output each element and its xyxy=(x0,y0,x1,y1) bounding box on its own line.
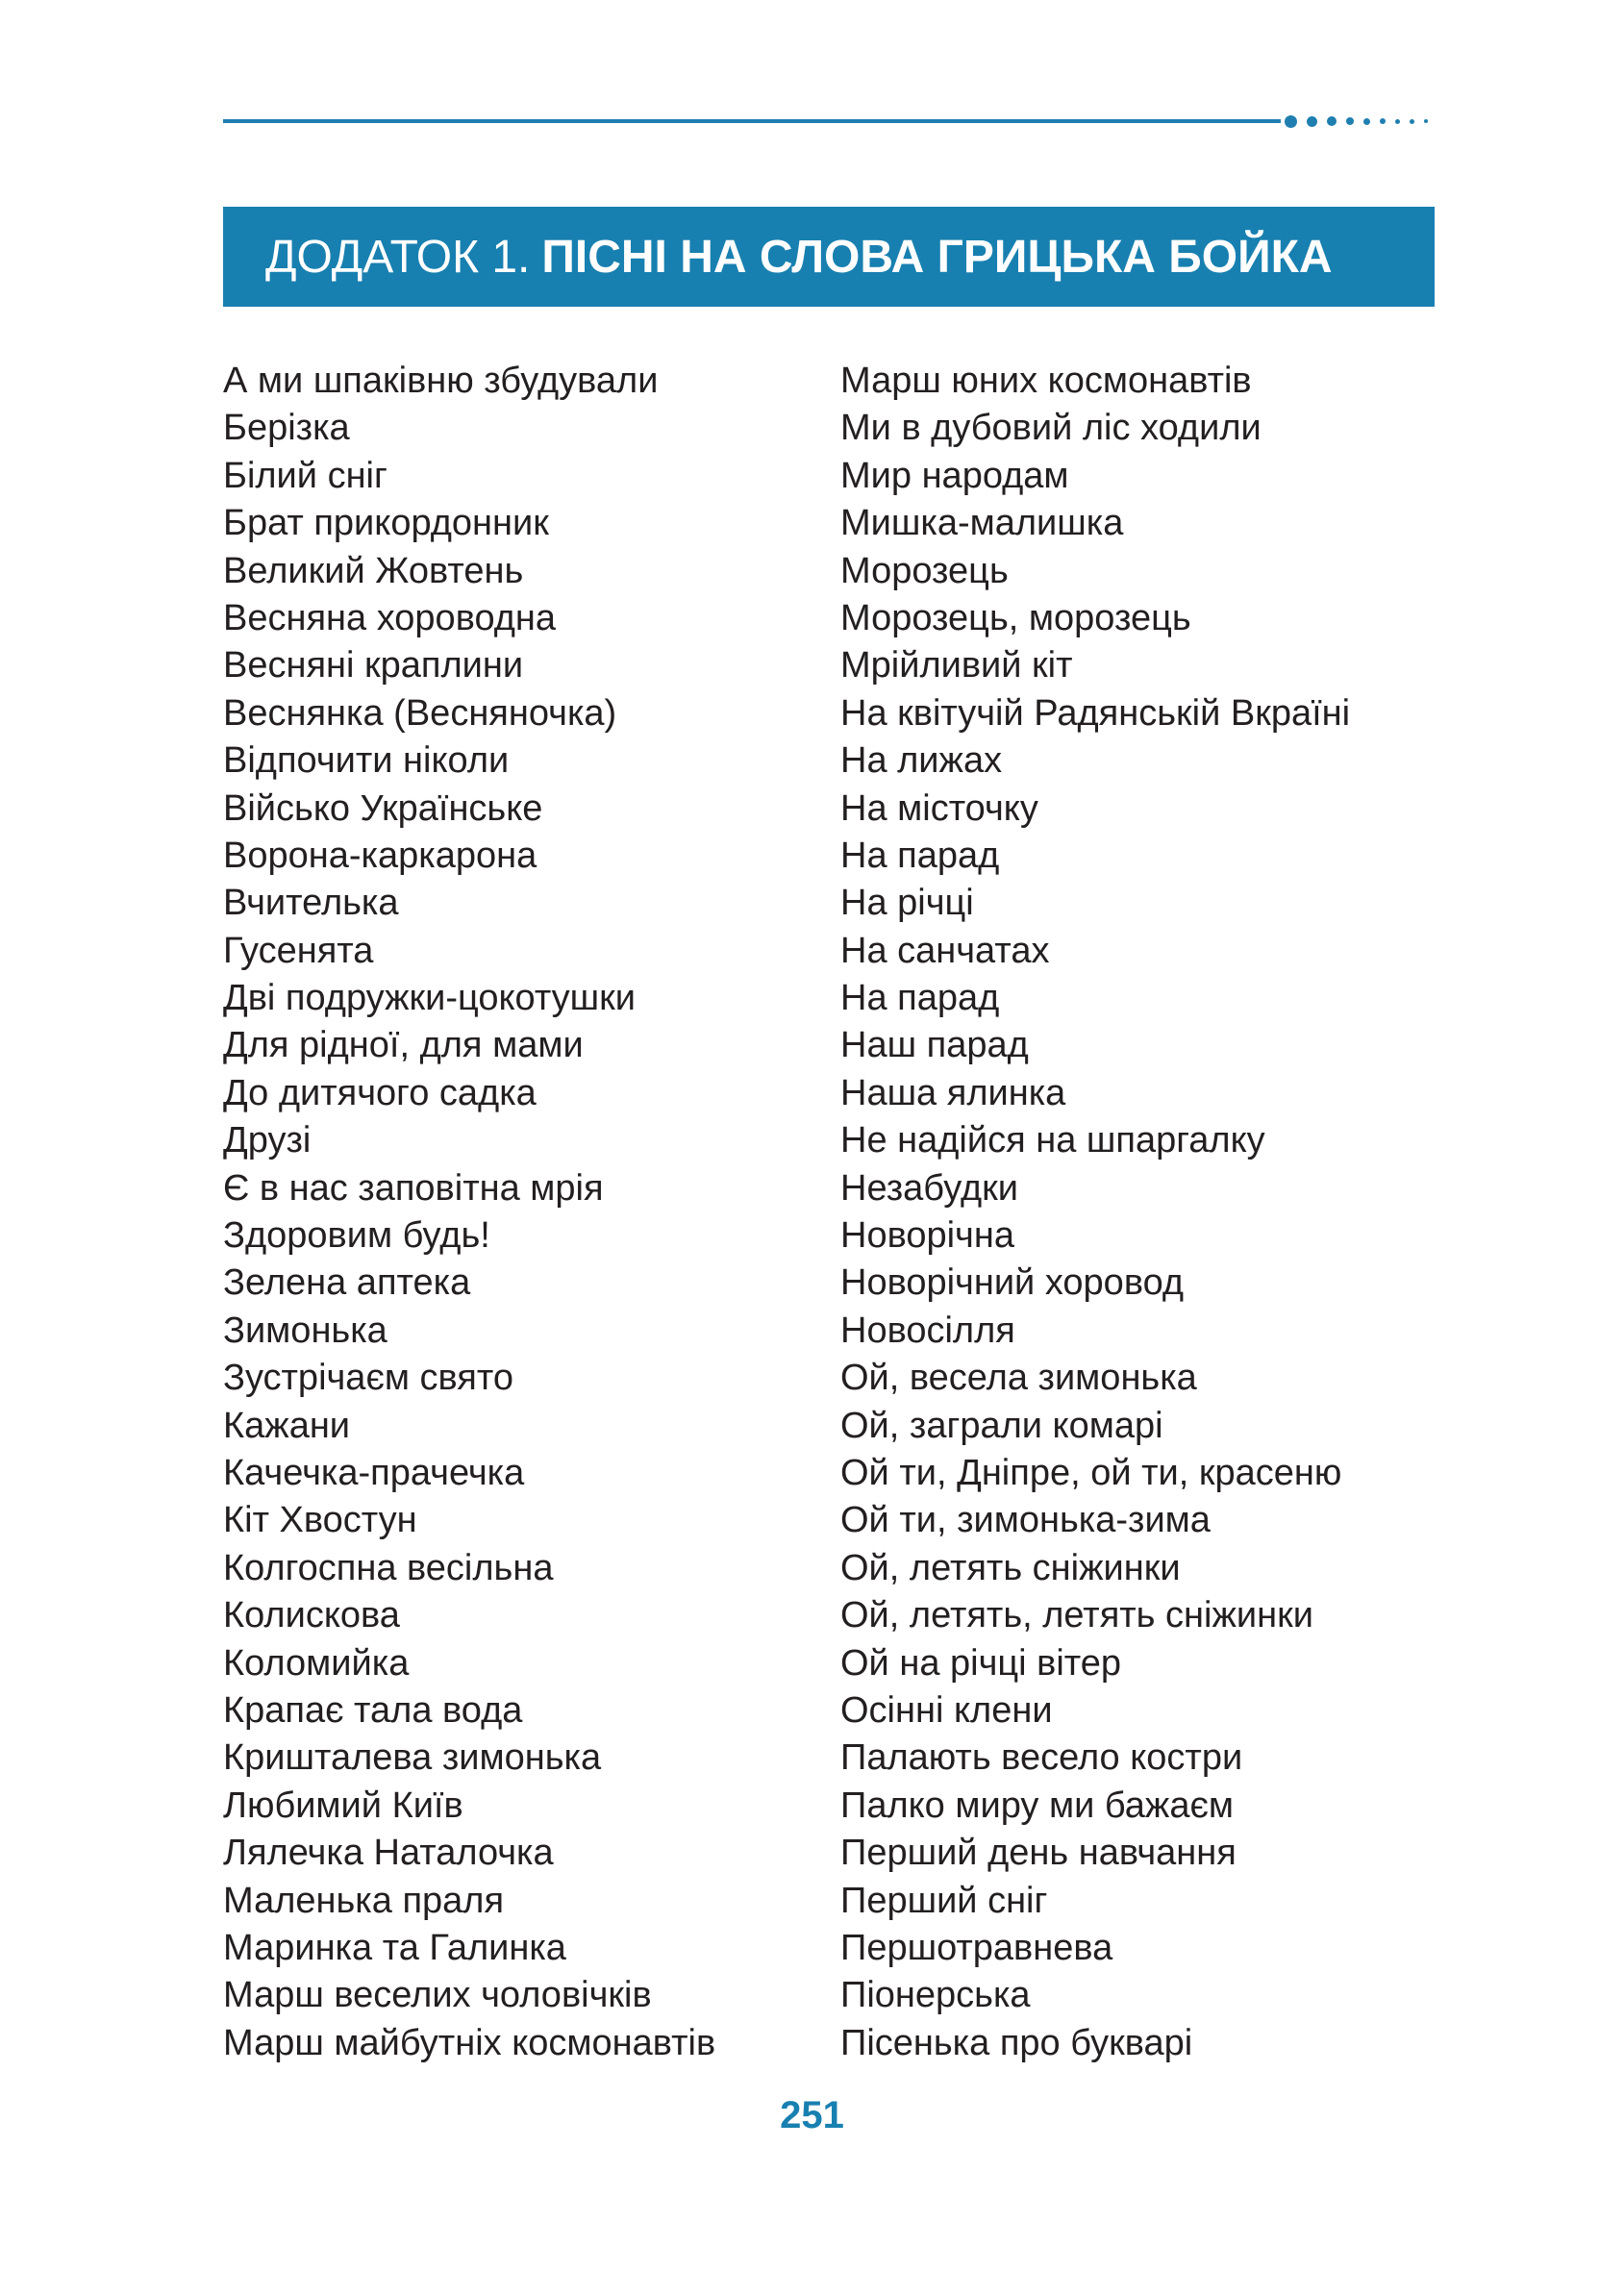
list-item: До дитячого садка xyxy=(223,1072,537,1113)
list-item: На санчатах xyxy=(840,930,1050,971)
list-item: Новорічна xyxy=(840,1215,1014,1257)
list-item: Першотравнева xyxy=(840,1927,1113,1968)
list-item: Колгоспна весільна xyxy=(223,1547,554,1588)
list-item: На місточку xyxy=(840,787,1038,829)
list-item: На лижах xyxy=(840,740,1003,782)
list-item: Вчителька xyxy=(223,883,399,924)
list-item: Весняні краплини xyxy=(223,645,524,687)
list-item: Наша ялинка xyxy=(840,1072,1066,1113)
list-item: Любимий Київ xyxy=(223,1785,463,1826)
list-item: Морозець xyxy=(840,550,1009,591)
list-item: Берізка xyxy=(223,408,350,449)
top-decorative-rule xyxy=(223,119,1281,123)
list-item: Здоровим будь! xyxy=(223,1215,490,1257)
list-item: Мрійливий кіт xyxy=(840,645,1073,687)
list-item: Колискова xyxy=(223,1595,400,1636)
list-item: Військо Українське xyxy=(223,787,543,829)
list-item: На парад xyxy=(840,978,1000,1019)
list-item: Піонерська xyxy=(840,1975,1031,2016)
list-item: Марш майбутніх космонавтів xyxy=(223,2022,716,2063)
list-item: Великий Жовтень xyxy=(223,550,524,591)
list-item: Наш парад xyxy=(840,1025,1029,1066)
list-item: Не надійся на шпаргалку xyxy=(840,1120,1265,1161)
list-item: Для рідної, для мами xyxy=(223,1025,584,1066)
list-item: Брат прикордонник xyxy=(223,503,549,544)
list-item: Зимонька xyxy=(223,1310,387,1351)
appendix-title: ПІСНІ НА СЛОВА ГРИЦЬКА БОЙКА xyxy=(541,231,1333,283)
list-item: Новорічний хоровод xyxy=(840,1262,1185,1304)
list-item: Є в нас заповітна мрія xyxy=(223,1167,604,1209)
list-item: Палко миру ми бажаєм xyxy=(840,1785,1234,1826)
list-item: Морозець, морозець xyxy=(840,597,1191,638)
list-item: Перший сніг xyxy=(840,1880,1048,1921)
list-item: Мир народам xyxy=(840,455,1069,496)
list-item: Марш юних космонавтів xyxy=(840,361,1252,401)
list-item: Відпочити ніколи xyxy=(223,740,510,782)
list-item: Ой, летять сніжинки xyxy=(840,1547,1181,1588)
appendix-label: ДОДАТОК 1. xyxy=(265,231,531,283)
list-item: Білий сніг xyxy=(223,455,387,496)
list-item: Маленька праля xyxy=(223,1880,505,1921)
page-number: 251 xyxy=(780,2094,844,2136)
list-item: Лялечка Наталочка xyxy=(223,1833,554,1874)
list-item: Крапає тала вода xyxy=(223,1689,523,1731)
list-item: Зелена аптека xyxy=(223,1262,471,1304)
list-item: Пісенька про букварі xyxy=(840,2022,1193,2063)
list-item: Ой, весела зимонька xyxy=(840,1358,1197,1399)
top-decorative-dots xyxy=(1285,112,1437,130)
appendix-header xyxy=(223,207,1435,307)
list-item: Ворона-каркарона xyxy=(223,835,537,876)
list-item: Маринка та Галинка xyxy=(223,1927,566,1968)
list-item: На квітучій Радянській Вкраїні xyxy=(840,692,1351,734)
list-item: Ой, летять, летять сніжинки xyxy=(840,1595,1313,1636)
list-item: На парад xyxy=(840,835,1000,876)
list-item: Кажани xyxy=(223,1405,351,1446)
list-item: Ой ти, зимонька-зима xyxy=(840,1500,1211,1541)
list-item: Коломийка xyxy=(223,1642,410,1684)
list-item: Марш веселих чоловічків xyxy=(223,1975,652,2016)
song-list-right xyxy=(840,358,1350,2067)
list-item: Дві подружки-цокотушки xyxy=(223,978,637,1019)
list-item: Качечка-прачечка xyxy=(223,1452,525,1493)
list-item: Друзі xyxy=(223,1120,312,1161)
list-item: Весняна хороводна xyxy=(223,597,557,638)
song-list-left xyxy=(223,358,715,2067)
list-item: Зустрічаєм свято xyxy=(223,1358,513,1399)
list-item: Кіт Хвостун xyxy=(223,1500,417,1541)
list-item: Осінні клени xyxy=(840,1689,1053,1731)
list-item: Веснянка (Весняночка) xyxy=(223,692,617,734)
list-item: Кришталева зимонька xyxy=(223,1737,602,1779)
list-item: Перший день навчання xyxy=(840,1833,1237,1874)
list-item: Ой, заграли комарі xyxy=(840,1405,1163,1446)
list-item: А ми шпаківню збудували xyxy=(223,361,659,401)
list-item: Ми в дубовий ліс ходили xyxy=(840,408,1262,449)
list-item: Мишка-малишка xyxy=(840,503,1124,544)
list-item: Незабудки xyxy=(840,1167,1018,1209)
list-item: Палають весело костри xyxy=(840,1737,1243,1779)
list-item: На річці xyxy=(840,883,974,924)
list-item: Гусенята xyxy=(223,930,374,971)
list-item: Ой ти, Дніпре, ой ти, красеню xyxy=(840,1452,1342,1493)
list-item: Новосілля xyxy=(840,1310,1015,1351)
list-item: Ой на річці вітер xyxy=(840,1642,1122,1684)
